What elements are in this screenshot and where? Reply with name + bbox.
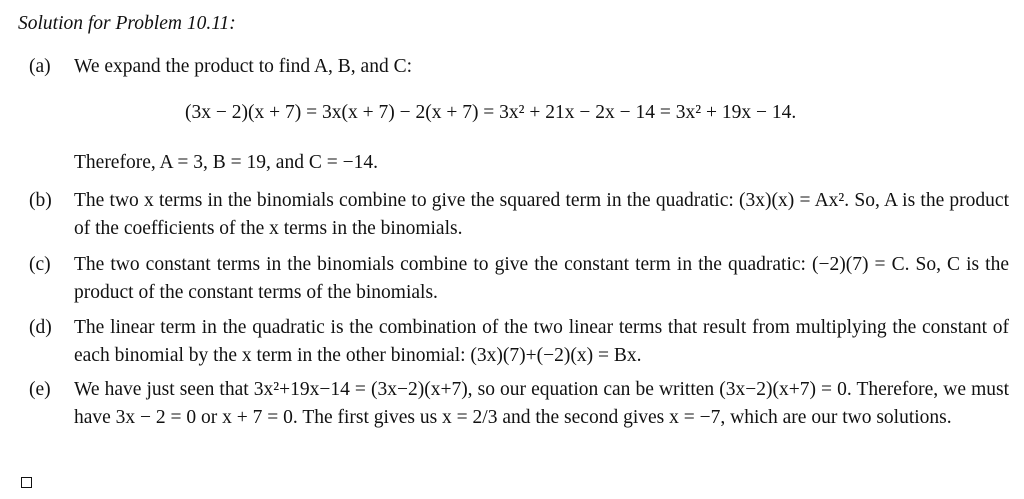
- part-label: (d): [29, 317, 52, 338]
- part-label: (c): [29, 254, 51, 275]
- part-text: We expand the product to find A, B, and C:: [74, 56, 412, 77]
- part-label: (e): [29, 379, 51, 400]
- solution-title: Solution for Problem 10.11:: [18, 13, 236, 34]
- qed-box-icon: [21, 477, 32, 488]
- part-text: The linear term in the quadratic is the combination of the two linear terms that result from multiplying the constant of each binomial by the x term in the other binomial: (3x)(7)+(−2)(x) = Bx.: [74, 317, 1009, 366]
- part-text: We have just seen that 3x²+19x−14 = (3x−2)(x+7), so our equation can be written (3x−2)(x+7) = 0. Therefore, we must have 3x − 2 = 0 or x + 7 = 0. The first gives us x = 2/3 and the second gives x = −7, which are our two solutions.: [74, 379, 1009, 428]
- part-label: (b): [29, 190, 52, 211]
- part-conclusion: Therefore, A = 3, B = 19, and C = −14.: [74, 152, 378, 173]
- part-label: (a): [29, 56, 51, 77]
- expansion-equation: (3x − 2)(x + 7) = 3x(x + 7) − 2(x + 7) = 3x² + 21x − 2x − 14 = 3x² + 19x − 14.: [185, 102, 797, 123]
- part-text: The two x terms in the binomials combine to give the squared term in the quadratic: (3x)(x) = Ax². So, A is the product of the coefficients of the x terms in the binomials.: [74, 190, 1009, 239]
- part-text: The two constant terms in the binomials combine to give the constant term in the quadratic: (−2)(7) = C. So, C is the product of the constant terms of the binomials.: [74, 254, 1009, 303]
